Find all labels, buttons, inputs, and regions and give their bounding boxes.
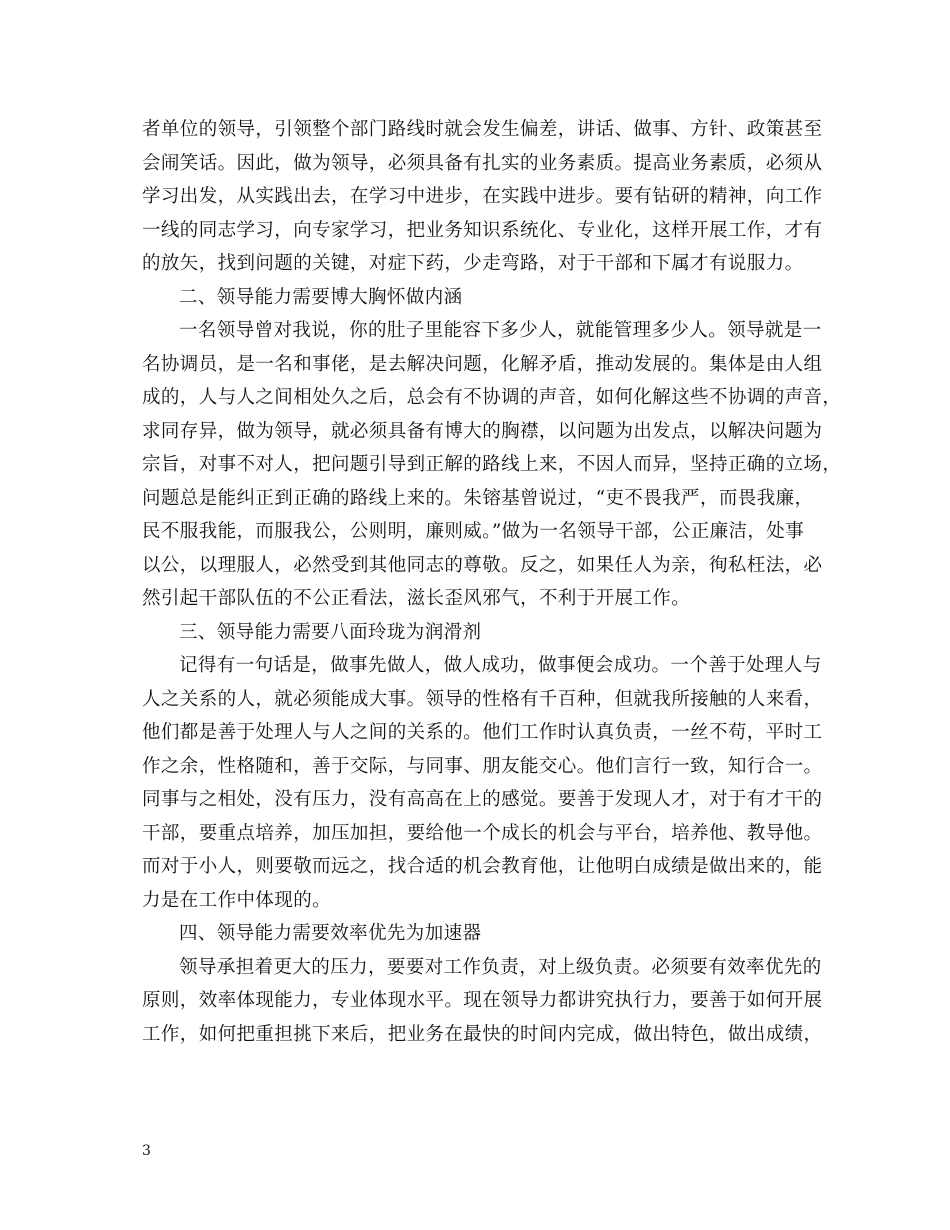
paragraph-line: 问题总是能纠正到正确的路线上来的。朱镕基曾说过，“吏不畏我严，而畏我廉， — [142, 487, 814, 509]
paragraph-line: 工作，如何把重担挑下来后，把业务在最快的时间内完成，做出特色，做出成绩， — [142, 1023, 823, 1045]
paragraph-line: 作之余，性格随和，善于交际，与同事、朋友能交心。他们言行一致，知行合一。 — [142, 755, 823, 777]
paragraph-line: 学习出发，从实践出去，在学习中进步，在实践中进步。要有钻研的精神，向工作 — [142, 186, 823, 207]
paragraph-line: 力是在工作中体现的。 — [142, 889, 332, 911]
paragraph-line: 者单位的领导，引领整个部门路线时就会发生偏差，讲话、做事、方针、政策甚至 — [142, 119, 823, 140]
paragraph-line: 而对于小人，则要敬而远之，找合适的机会教育他，让他明白成绩是做出来的，能 — [142, 856, 823, 877]
paragraph-line: 人之关系的人，就必须能成大事。领导的性格有千百种，但就我所接触的人来看， — [142, 688, 823, 710]
paragraph-line-indented: 三、领导能力需要八面玲珑为润滑剂 — [179, 621, 482, 643]
paragraph-line-indented: 二、领导能力需要博大胸怀做内涵 — [179, 286, 463, 308]
paragraph-line: 一线的同志学习，向专家学习，把业务知识系统化、专业化，这样开展工作，才有 — [142, 219, 823, 241]
paragraph-line-indented: 记得有一句话是，做事先做人，做人成功，做事便会成功。一个善于处理人与 — [179, 655, 822, 676]
paragraph-line-indented: 一名领导曾对我说，你的肚子里能容下多少人，就能管理多少人。领导就是一 — [179, 320, 822, 341]
paragraph-line-indented: 领导承担着更大的压力，要要对工作负责，对上级负责。必须要有效率优先的 — [179, 956, 822, 978]
paragraph-line: 的放矢，找到问题的关键，对症下药，少走弯路，对于干部和下属才有说服力。 — [142, 253, 804, 274]
paragraph-line: 然引起干部队伍的不公正看法，滋长歪风邪气，不利于开展工作。 — [142, 588, 691, 609]
paragraph-line: 宗旨，对事不对人，把问题引导到正解的路线上来，不因人而异，坚持正确的立场， — [142, 454, 842, 475]
paragraph-line: 名协调员，是一名和事佬，是去解决问题，化解矛盾，推动发展的。集体是由人组 — [142, 353, 823, 375]
document-body — [142, 113, 842, 1051]
paragraph-line: 民不服我能，而服我公，公则明，廉则威。”做为一名领导干部，公正廉洁，处事 — [142, 521, 805, 542]
paragraph-line: 原则，效率体现能力，专业体现水平。现在领导力都讲究执行力，要善于如何开展 — [142, 990, 823, 1011]
paragraph-line: 会闹笑话。因此，做为领导，必须具备有扎实的业务素质。提高业务素质，必须从 — [142, 152, 823, 174]
paragraph-line-indented: 四、领导能力需要效率优先为加速器 — [179, 923, 482, 944]
paragraph-line: 干部，要重点培养，加压加担，要给他一个成长的机会与平台，培养他、教导他。 — [142, 822, 823, 844]
paragraph-line: 求同存异，做为领导，就必须具备有博大的胸襟，以问题为出发点，以解决问题为 — [142, 420, 823, 442]
paragraph-line: 以公，以理服人，必然受到其他同志的尊敬。反之，如果任人为亲，徇私枉法，必 — [142, 554, 823, 576]
paragraph-line: 成的，人与人之间相处久之后，总会有不协调的声音，如何化解这些不协调的声音， — [142, 387, 842, 408]
paragraph-line: 同事与之相处，没有压力，没有高高在上的感觉。要善于发现人才，对于有才干的 — [142, 789, 823, 810]
paragraph-line: 他们都是善于处理人与人之间的关系的。他们工作时认真负责，一丝不苟，平时工 — [142, 722, 823, 743]
page-number: 3 — [142, 1143, 151, 1159]
